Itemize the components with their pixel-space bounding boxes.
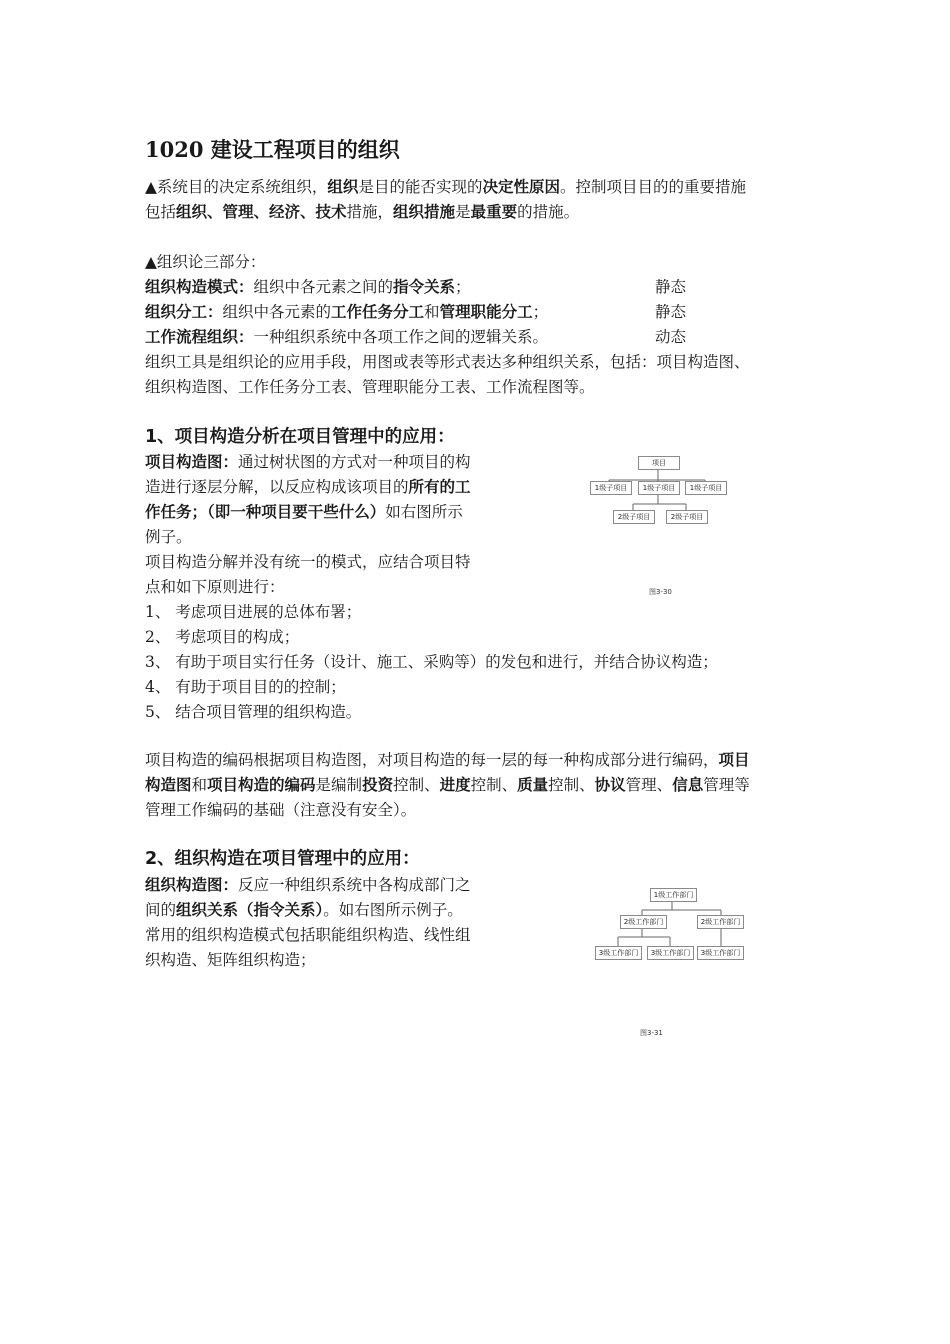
text: ▲系统目的决定系统组织， [145, 178, 328, 196]
figure-caption: 图3-30 [649, 588, 672, 596]
level1-node: 1级子项目 [638, 481, 680, 495]
text: 是目的能否实现的 [358, 178, 483, 196]
text: 管理等 [703, 776, 750, 794]
text: 造进行逐层分解，以反应构成该项目的 [145, 478, 409, 496]
section-1-heading: 1、项目构造分析在项目管理中的应用： [145, 427, 455, 447]
level3-department-node: 3级工作部门 [595, 946, 642, 960]
s1-line: 项目构造分解并没有统一的模式，应结合项目特 [145, 553, 471, 571]
bold-text: 项目 [718, 751, 750, 769]
text: 如右图所示 [385, 503, 463, 521]
level2-node: 2级子项目 [666, 510, 708, 524]
bold-text: 管理职能分工 [439, 303, 533, 321]
bold-text: 决定性原因 [482, 178, 560, 196]
principle-item: 4、 有助于项目目的的控制； [145, 678, 346, 696]
text: 组织中各元素的 [222, 303, 332, 321]
s1-line [145, 500, 463, 525]
root-node: 项目 [638, 456, 680, 470]
bold-text: 组织措施 [393, 203, 456, 221]
text: 包括 [145, 203, 177, 221]
text: 通过树状图的方式对一种项目的构 [238, 453, 471, 471]
bold-text: 投资 [362, 776, 394, 794]
s2-line [145, 873, 471, 898]
level2-department-node: 2级工作部门 [697, 915, 744, 929]
text: 措施， [346, 203, 394, 221]
bold-text: 组织、管理、经济、技术 [176, 203, 347, 221]
intro-line-2 [145, 200, 579, 225]
page-title: 1020 建设工程项目的组织 [145, 137, 400, 162]
level3-department-node: 3级工作部门 [697, 946, 744, 960]
level1-node: 1级子项目 [590, 481, 632, 495]
figure-caption: 图3-31 [640, 1029, 663, 1037]
bold-text: 构造图 [145, 776, 192, 794]
text: 控制、 [470, 776, 518, 794]
text: 组织中各元素之间的 [253, 278, 394, 296]
bold-text: 所有的工 [408, 478, 471, 496]
diagram-connectors [590, 880, 750, 1040]
theory-row-2 [145, 300, 548, 325]
text: 项目构造的编码根据项目构造图，对项目构造的每一层的每一种构成部分进行编码， [145, 751, 719, 769]
coding-line-3: 管理工作编码的基础（注意没有安全）。 [145, 801, 417, 819]
term: 组织构造模式： [145, 278, 254, 296]
text: ； [455, 278, 471, 296]
bold-text: 信息 [672, 776, 704, 794]
coding-line-1 [145, 748, 750, 773]
bold-text: 作任务；（即一种项目要干些什么） [145, 503, 386, 521]
s2-line: 织构造、矩阵组织构造； [145, 951, 316, 969]
state-label: 静态 [655, 303, 687, 321]
principle-item: 2、 考虑项目的构成； [145, 628, 300, 646]
bold-text: 组织 [327, 178, 359, 196]
s1-line [145, 450, 471, 475]
term: 组织分工： [145, 303, 223, 321]
text: 控制、 [393, 776, 440, 794]
root-department-node: 1级工作部门 [650, 888, 697, 902]
principle-item: 5、 结合项目管理的组织构造。 [145, 703, 362, 721]
s2-line: 常用的组织构造模式包括职能组织构造、线性组 [145, 926, 471, 944]
bold-text: 质量 [517, 776, 549, 794]
level3-department-node: 3级工作部门 [647, 946, 694, 960]
level1-node: 1级子项目 [685, 481, 727, 495]
bold-text: 项目构造的编码 [207, 776, 316, 794]
intro-line-1 [145, 175, 746, 200]
term: 组织构造图： [145, 876, 239, 894]
s1-line: 点和如下原则进行： [145, 578, 285, 596]
bold-text: 进度 [439, 776, 471, 794]
coding-line-2 [145, 773, 750, 798]
s2-line [145, 898, 463, 923]
s1-line: 例子。 [145, 528, 192, 546]
project-structure-diagram [585, 450, 735, 600]
text: 的措施。 [517, 203, 580, 221]
text: 一种组织系统中各项工作之间的逻辑关系。 [253, 328, 549, 346]
term: 项目构造图： [145, 453, 239, 471]
state-label: 动态 [655, 328, 687, 346]
bold-text: 协议 [594, 776, 626, 794]
theory-row-1 [145, 275, 471, 300]
term: 工作流程组织： [145, 328, 254, 346]
bold-text: 组织关系（指令关系） [176, 901, 324, 919]
organization-chart-diagram [590, 880, 750, 1040]
s1-line [145, 475, 471, 500]
text: 控制、 [548, 776, 595, 794]
bold-text: 指令关系 [393, 278, 456, 296]
bold-text: 工作任务分工 [331, 303, 425, 321]
level2-department-node: 2级工作部门 [620, 915, 667, 929]
text: 。控制项目目的的重要措施 [559, 178, 746, 196]
text: ； [532, 303, 549, 321]
text: 管理、 [625, 776, 673, 794]
text: 反应一种组织系统中各构成部门之 [238, 876, 471, 894]
text: 是编制 [315, 776, 363, 794]
tools-line-2: 组织构造图、工作任务分工表、管理职能分工表、工作流程图等。 [145, 378, 595, 396]
state-label: 静态 [655, 278, 687, 296]
principle-item: 3、 有助于项目实行任务（设计、施工、采购等）的发包和进行，并结合协议构造； [145, 653, 718, 671]
text: 和 [191, 776, 208, 794]
level2-node: 2级子项目 [613, 510, 655, 524]
principle-item: 1、 考虑项目进展的总体布署； [145, 603, 362, 621]
text: 是 [455, 203, 471, 221]
theory-heading: ▲组织论三部分： [145, 253, 266, 271]
diagram-connectors [585, 450, 735, 600]
section-2-heading: 2、组织构造在项目管理中的应用： [145, 849, 420, 869]
text: 和 [424, 303, 440, 321]
theory-row-3 [145, 325, 548, 350]
text: 间的 [145, 901, 177, 919]
tools-line-1: 组织工具是组织论的应用手段，用图或表等形式表达多种组织关系，包括：项目构造图、 [145, 353, 750, 371]
text: 。如右图所示例子。 [323, 901, 463, 919]
bold-text: 最重要 [470, 203, 518, 221]
